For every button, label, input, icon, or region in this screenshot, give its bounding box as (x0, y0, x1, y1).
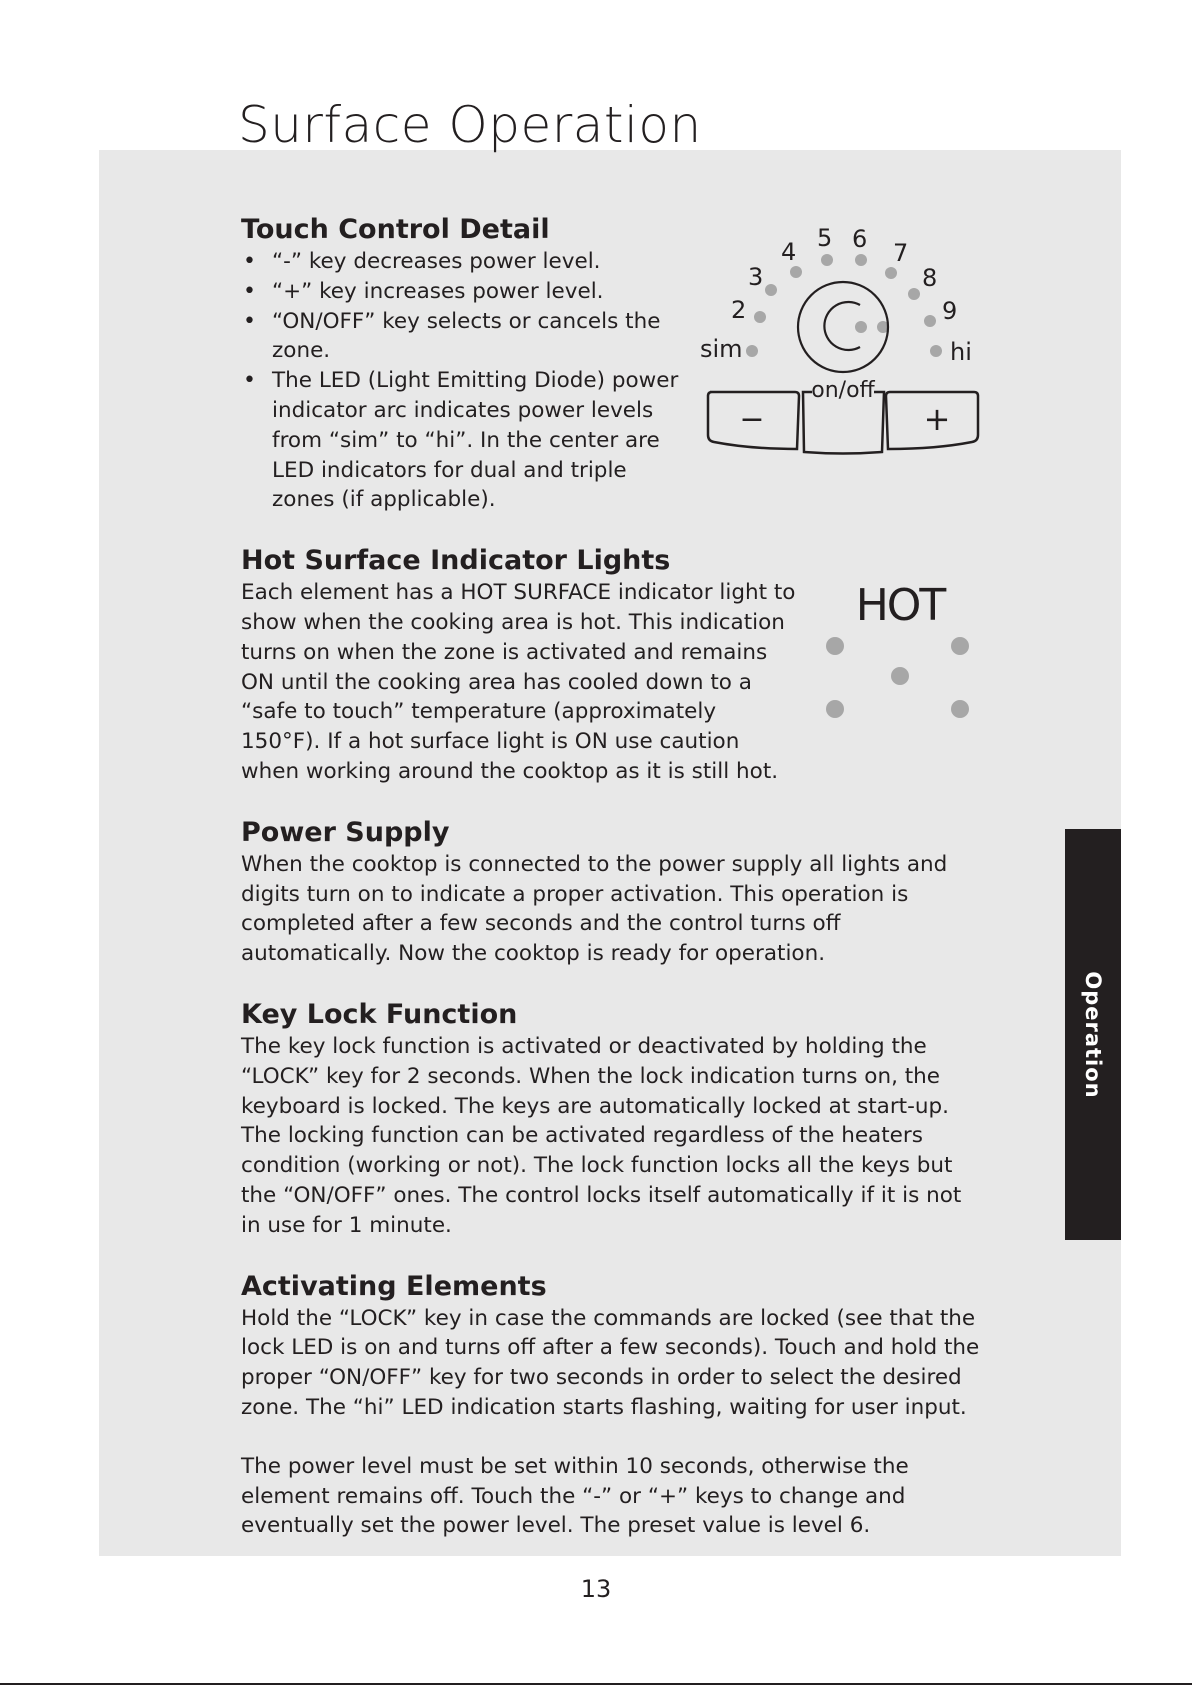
led-6 (855, 254, 867, 266)
hot-surface-heading: Hot Surface Indicator Lights (241, 545, 671, 577)
led-zone-1 (855, 321, 867, 333)
key-lock-heading: Key Lock Function (241, 998, 518, 1030)
power-icon (824, 302, 860, 350)
hot-label: HOT (855, 580, 945, 631)
touch-control-heading: Touch Control Detail (241, 214, 550, 245)
page-number: 13 (580, 1575, 612, 1603)
minus-key-label: − (739, 402, 765, 437)
hot-light-center (891, 667, 909, 685)
led-3 (765, 284, 777, 296)
power-supply-heading: Power Supply (241, 816, 450, 848)
key-lock-section (241, 997, 986, 1241)
activating-paragraph-1: Hold the “LOCK” key in case the commands are locked (see that the lock LED is on and turns off after a few seconds). Touch and hold the proper “ON/OFF” key for two seconds in order to select the desired zone. The “hi” LED indication starts flashing, waiting for user input. (241, 1305, 980, 1420)
led-sim (746, 345, 758, 357)
power-supply-section (241, 815, 986, 969)
level-label-7: 7 (893, 239, 909, 267)
activating-heading: Activating Elements (241, 1270, 547, 1302)
hot-lights (826, 637, 969, 718)
power-supply-text: When the cooktop is connected to the power supply all lights and digits turn on to indicate a proper activation. This operation is completed after a few seconds and the control turns off automatically. Now the cooktop is ready for operation. (241, 851, 948, 967)
level-label-6: 6 (852, 225, 868, 253)
level-label-3: 3 (748, 263, 764, 291)
led-4 (790, 266, 802, 278)
led-2 (754, 311, 766, 323)
level-label-sim: sim (700, 335, 743, 363)
level-label-5: 5 (817, 224, 833, 252)
hot-light-bottom-right (951, 700, 969, 718)
page-title: Surface Operation (238, 96, 702, 154)
list-item: • The LED (Light Emitting Diode) power indicator arc indicates power levels from “sim” to “hi”. In the center are LED indicators for dual and triple zones (if applicable). (241, 366, 681, 515)
level-label-2: 2 (731, 296, 747, 324)
hot-surface-text: Each element has a HOT SURFACE indicator light to show when the cooking area is hot. This indication turns on when the zone is activated and remains ON until the cooking area has cooled down to a “safe to touch” temperature (approximately 150°F). If a hot surface light is ON use caution when working around the cooktop as it is still hot. (241, 580, 796, 784)
level-label-9: 9 (942, 297, 958, 325)
key-lock-text: The key lock function is activated or deactivated by holding the “LOCK” key for 2 seconds. When the lock indication turns on, the keyboard is locked. The keys are automatically locked at start-up. The locking function can be activated regardless of the heaters condition (working or not). The lock function locks all the keys but the “ON/OFF” ones. The control locks itself automatically if it is not in use for 1 minute. (241, 1033, 962, 1238)
level-label-8: 8 (922, 264, 938, 292)
hot-light-top-right (951, 637, 969, 655)
list-item: • “ON/OFF” key selects or cancels the zone. (241, 307, 681, 367)
touch-control-diagram (690, 215, 995, 465)
hot-indicator-diagram (820, 572, 980, 722)
level-labels (700, 224, 972, 366)
led-9 (924, 315, 936, 327)
hot-light-bottom-left (826, 700, 844, 718)
activating-section (241, 1269, 986, 1542)
level-leds (746, 254, 942, 357)
side-tab-label: Operation (1081, 970, 1105, 1099)
led-5 (821, 254, 833, 266)
led-hi (930, 345, 942, 357)
onoff-label: on/off (811, 378, 875, 403)
plus-key-label: + (923, 400, 951, 438)
led-7 (885, 267, 897, 279)
list-item: • “-” key decreases power level. (241, 247, 681, 277)
level-label-hi: hi (950, 338, 972, 366)
side-tab (1065, 829, 1121, 1240)
activating-paragraph-2: The power level must be set within 10 seconds, otherwise the element remains off. Touch the “-” or “+” keys to change and eventually set the power level. The preset value is level 6. (241, 1453, 909, 1539)
hot-light-top-left (826, 637, 844, 655)
touch-control-list (241, 247, 681, 515)
list-item: • “+” key increases power level. (241, 277, 681, 307)
level-label-4: 4 (781, 238, 797, 266)
led-8 (908, 288, 920, 300)
dial-ring (798, 282, 888, 372)
